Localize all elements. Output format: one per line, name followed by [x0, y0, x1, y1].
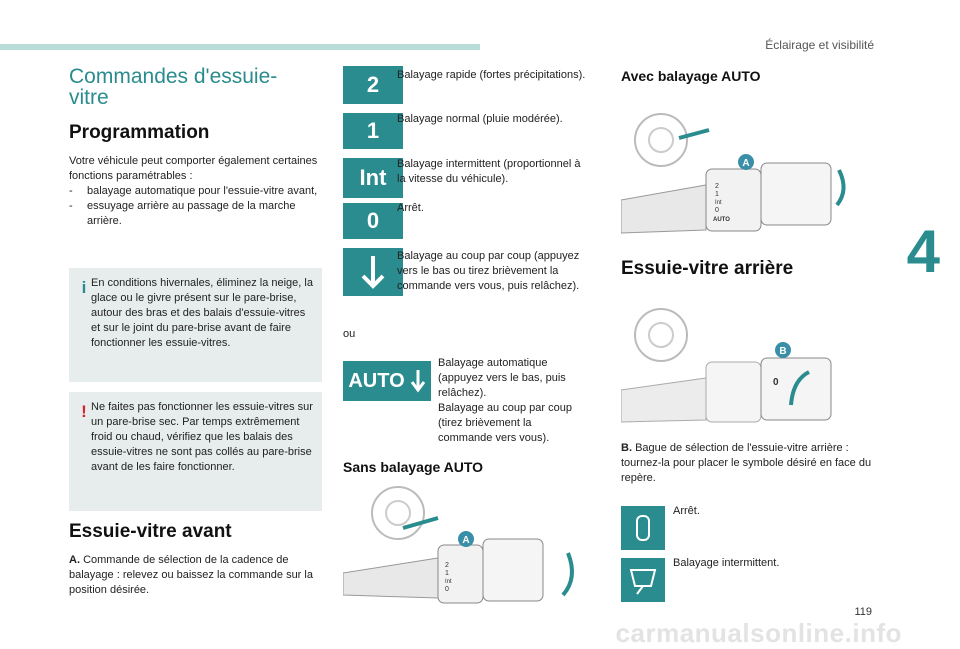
- avec-auto-heading: Avec balayage AUTO: [621, 68, 761, 84]
- header-bar: [0, 44, 480, 50]
- stalk-diagram-arriere: [621, 300, 861, 430]
- programmation-intro: Votre véhicule peut comporter également certaines fonctions paramétrables :: [69, 155, 318, 182]
- mode-icon-normal: 1: [343, 113, 403, 149]
- mode-icon-int: Int: [343, 158, 403, 198]
- info-note: [69, 268, 322, 382]
- arriere-description: B. Bague de sélection de l'essuie-vitre arrière : tournez-la pour placer le symbole désiré en face du repère.: [621, 442, 872, 484]
- sans-auto-heading: Sans balayage AUTO: [343, 459, 484, 475]
- arriere-heading: Essuie-vitre arrière: [621, 258, 794, 279]
- callout-a: A: [462, 535, 470, 546]
- chapter-title: Éclairage et visibilité: [765, 38, 874, 52]
- watermark: carmanualsonline.info: [615, 618, 902, 648]
- programmation-heading: Programmation: [69, 122, 210, 143]
- svg-text:1: 1: [445, 570, 449, 577]
- down-arrow-icon: [343, 248, 403, 296]
- stalk-diagram-avec-auto: [621, 105, 861, 240]
- mode-text-fast: Balayage rapide (fortes précipitations).: [397, 69, 586, 81]
- svg-text:AUTO: AUTO: [713, 217, 730, 223]
- rear-intermittent-text: Balayage intermittent.: [673, 557, 780, 569]
- auto-icon: AUTO: [343, 361, 431, 401]
- chapter-number: 4: [906, 218, 940, 285]
- info-icon: i: [81, 278, 87, 297]
- rear-off-icon: [621, 506, 665, 550]
- svg-text:0: 0: [715, 207, 719, 214]
- page-title: Commandes d'essuie-vitre: [69, 65, 278, 109]
- page-number: 119: [854, 606, 872, 618]
- svg-text:2: 2: [715, 183, 719, 190]
- mode-icon-fast: 2: [343, 66, 403, 104]
- stalk-diagram-sans-auto: [343, 483, 588, 608]
- svg-text:0: 0: [445, 586, 449, 593]
- avant-heading: Essuie-vitre avant: [69, 521, 232, 542]
- warning-note-text: Ne faites pas fonctionner les essuie-vitres sur un pare-brise sec. Par temps extrêmement froid ou chaud, vérifiez que les balais des essuie-vitres ne sont pas collés au pare-brise avant de les faire fonctionner.: [91, 401, 313, 473]
- mode-text-int: Balayage intermittent (proportionnel à la vitesse du véhicule).: [397, 158, 581, 185]
- mode-text-normal: Balayage normal (pluie modérée).: [397, 113, 563, 125]
- mode-text-single: Balayage au coup par coup (appuyez vers le bas ou tirez brièvement la commande vers vous, puis relâchez).: [397, 250, 580, 292]
- mode-text-off: Arrêt.: [397, 202, 424, 214]
- svg-text:1: 1: [715, 191, 719, 198]
- list-item: - essuyage arrière au passage de la marche arrière.: [69, 200, 296, 227]
- mode-icon-off: 0: [343, 203, 403, 239]
- warning-note: [69, 392, 322, 511]
- rear-intermittent-icon: [621, 558, 665, 602]
- or-text: ou: [343, 328, 356, 340]
- callout-b: B: [779, 346, 787, 357]
- svg-text:2: 2: [445, 562, 449, 569]
- info-note-text: En conditions hivernales, éliminez la neige, la glace ou le givre présent sur le pare-brise, autour des bras et des balais d'essuie-vitres et sur le joint du pare-brise avant de faire fonctionner les essuie-vitres.: [91, 277, 313, 349]
- warning-icon: !: [81, 402, 87, 421]
- list-item: - balayage automatique pour l'essuie-vitre avant,: [69, 185, 318, 197]
- svg-text:0: 0: [773, 377, 779, 388]
- svg-text:Int: Int: [445, 579, 452, 585]
- avant-description: A. Commande de sélection de la cadence de balayage : relevez ou baissez la commande sur la position désirée.: [69, 554, 313, 596]
- svg-text:Int: Int: [715, 200, 722, 206]
- rear-off-text: Arrêt.: [673, 505, 700, 517]
- auto-mode-text: Balayage automatique (appuyez vers le bas, puis relâchez). Balayage au coup par coup (tirez brièvement la commande vers vous).: [438, 357, 572, 444]
- programmation-list: [69, 184, 321, 229]
- callout-a: A: [742, 158, 750, 169]
